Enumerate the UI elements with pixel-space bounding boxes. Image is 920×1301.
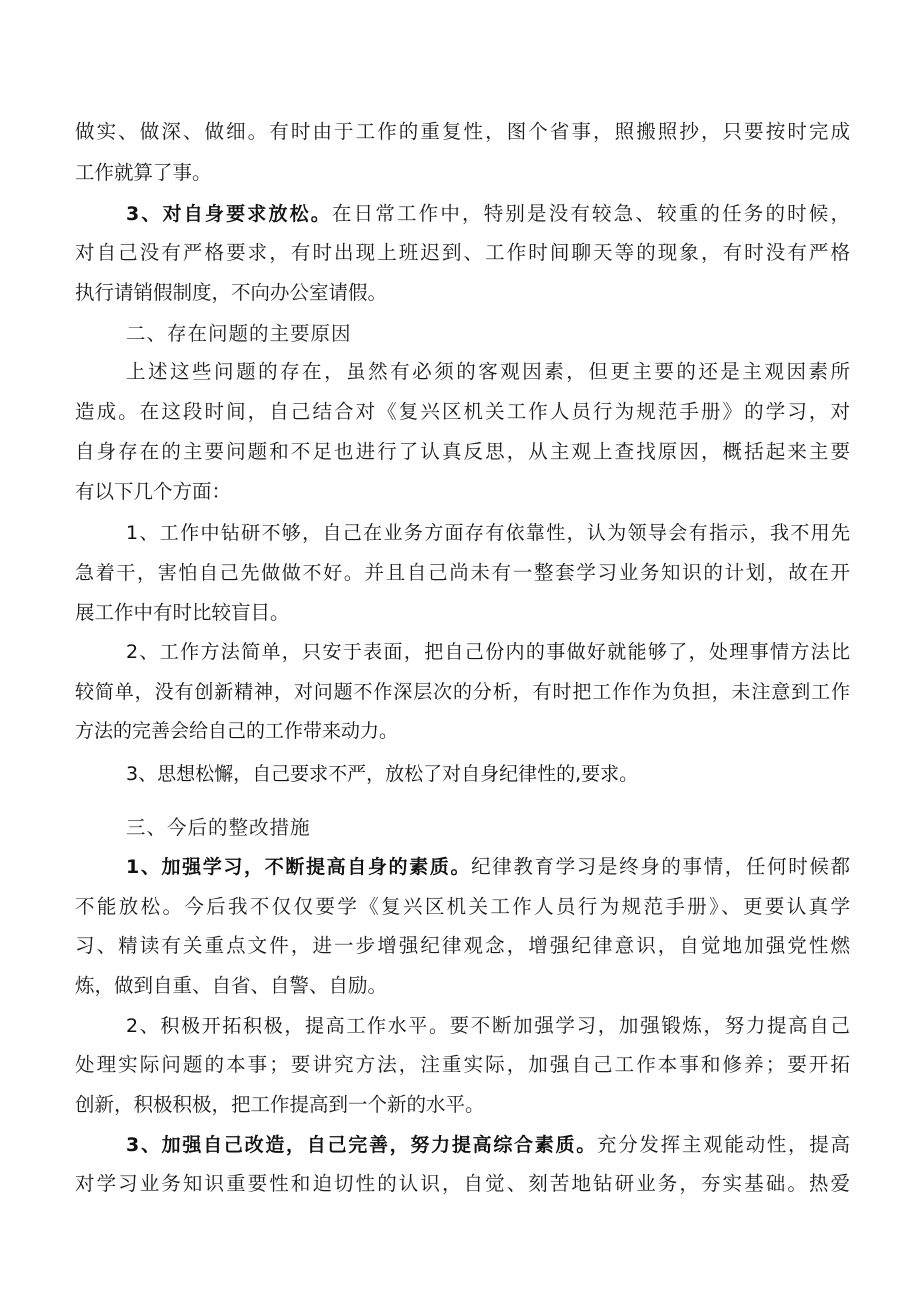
text-line: 执行请销假制度，不向办公室请假。 bbox=[75, 281, 388, 304]
text-line: 有以下几个方面： bbox=[75, 480, 232, 503]
section-heading-measures: 三、今后的整改措施 bbox=[126, 816, 311, 839]
text-span: 纪律教育学习是终身的事情，任何时候都 bbox=[471, 855, 850, 878]
text-line bbox=[75, 557, 850, 589]
text-line: 处理实际问题的本事；要讲究方法，注重实际，加强自己工作本事和修养；要开拓 bbox=[75, 1053, 850, 1076]
text-line: 对自己没有严格要求，有时出现上班迟到、工作时间聊天等的现象，有时没有严格 bbox=[75, 241, 850, 264]
section-heading-causes: 二、存在问题的主要原因 bbox=[126, 322, 352, 345]
text-line: 方法的完善会给自己的工作带来动力。 bbox=[75, 720, 399, 742]
text-line: 创新，积极积极，把工作提高到一个新的水平。 bbox=[75, 1093, 485, 1116]
text-span: 充分发挥主观能动性，提高 bbox=[596, 1133, 850, 1156]
text-line: 做实、做深、做细。有时由于工作的重复性，图个省事，照搬照抄，只要按时完成 bbox=[75, 120, 850, 143]
text-line bbox=[126, 1010, 850, 1042]
sans-lead: 2、积极开拓积极，提高工作水平。 bbox=[126, 1015, 450, 1037]
text-line: 自身存在的主要问题和不足也进行了认真反思，从主观上查找原因，概括起来主要 bbox=[75, 440, 850, 463]
bold-lead: 3、对自身要求放松。 bbox=[126, 203, 332, 225]
text-line: 炼，做到自重、自省、自警、自励。 bbox=[75, 974, 388, 997]
text-line: 习、精读有关重点文件，进一步增强纪律观念，增强纪律意识，自觉地加强党性燃 bbox=[75, 934, 850, 957]
text-line bbox=[126, 851, 850, 883]
text-line: 较简单，没有创新精神，对问题不作深层次的分析，有时把工作作为负担，未注意到工作 bbox=[75, 681, 850, 703]
text-line: 不能放松。今后我不仅仅要学《复兴区机关工作人员行为规范手册》、更要认真学 bbox=[75, 895, 850, 918]
text-line: 3、思想松懈，自己要求不严，放松了对自身纪律性的,要求。 bbox=[126, 763, 639, 785]
text-line: 1、工作中钻研不够，自己在业务方面存有依靠性，认为领导会有指示，我不用先 bbox=[126, 522, 850, 544]
text-line: 造成。在这段时间，自己结合对《复兴区机关工作人员行为规范手册》的学习，对 bbox=[75, 400, 850, 423]
text-span: 要不断加强学习，加强锻炼，努力提高自己 bbox=[449, 1014, 850, 1037]
paragraph-self-discipline bbox=[126, 198, 850, 230]
text-line: 2、工作方法简单，只安于表面，把自己份内的事做好就能够了，处理事情方法比 bbox=[126, 641, 850, 663]
text-line: 展工作中有时比较盲目。 bbox=[75, 601, 290, 624]
text-line: 上述这些问题的存在，虽然有必须的客观因素，但更主要的还是主观因素所 bbox=[126, 360, 850, 383]
text-line bbox=[126, 1129, 850, 1161]
sans-lead: 急着干，害怕自己先做做不好。 bbox=[75, 562, 365, 584]
text-line: 工作就算了事。 bbox=[75, 161, 212, 184]
bold-lead: 1、加强学习，不断提高自身的素质。 bbox=[126, 856, 472, 878]
text-span: 并且自己尚未有一整套学习业务知识的计划，故在开 bbox=[364, 561, 850, 584]
text-line: 对学习业务知识重要性和迫切性的认识，自觉、刻苦地钻研业务，夯实基础。热爱 bbox=[75, 1172, 850, 1195]
text-span: 在日常工作中，特别是没有较急、较重的任务的时候， bbox=[331, 202, 850, 225]
bold-lead: 3、加强自己改造，自己完善，努力提高综合素质。 bbox=[126, 1134, 597, 1156]
